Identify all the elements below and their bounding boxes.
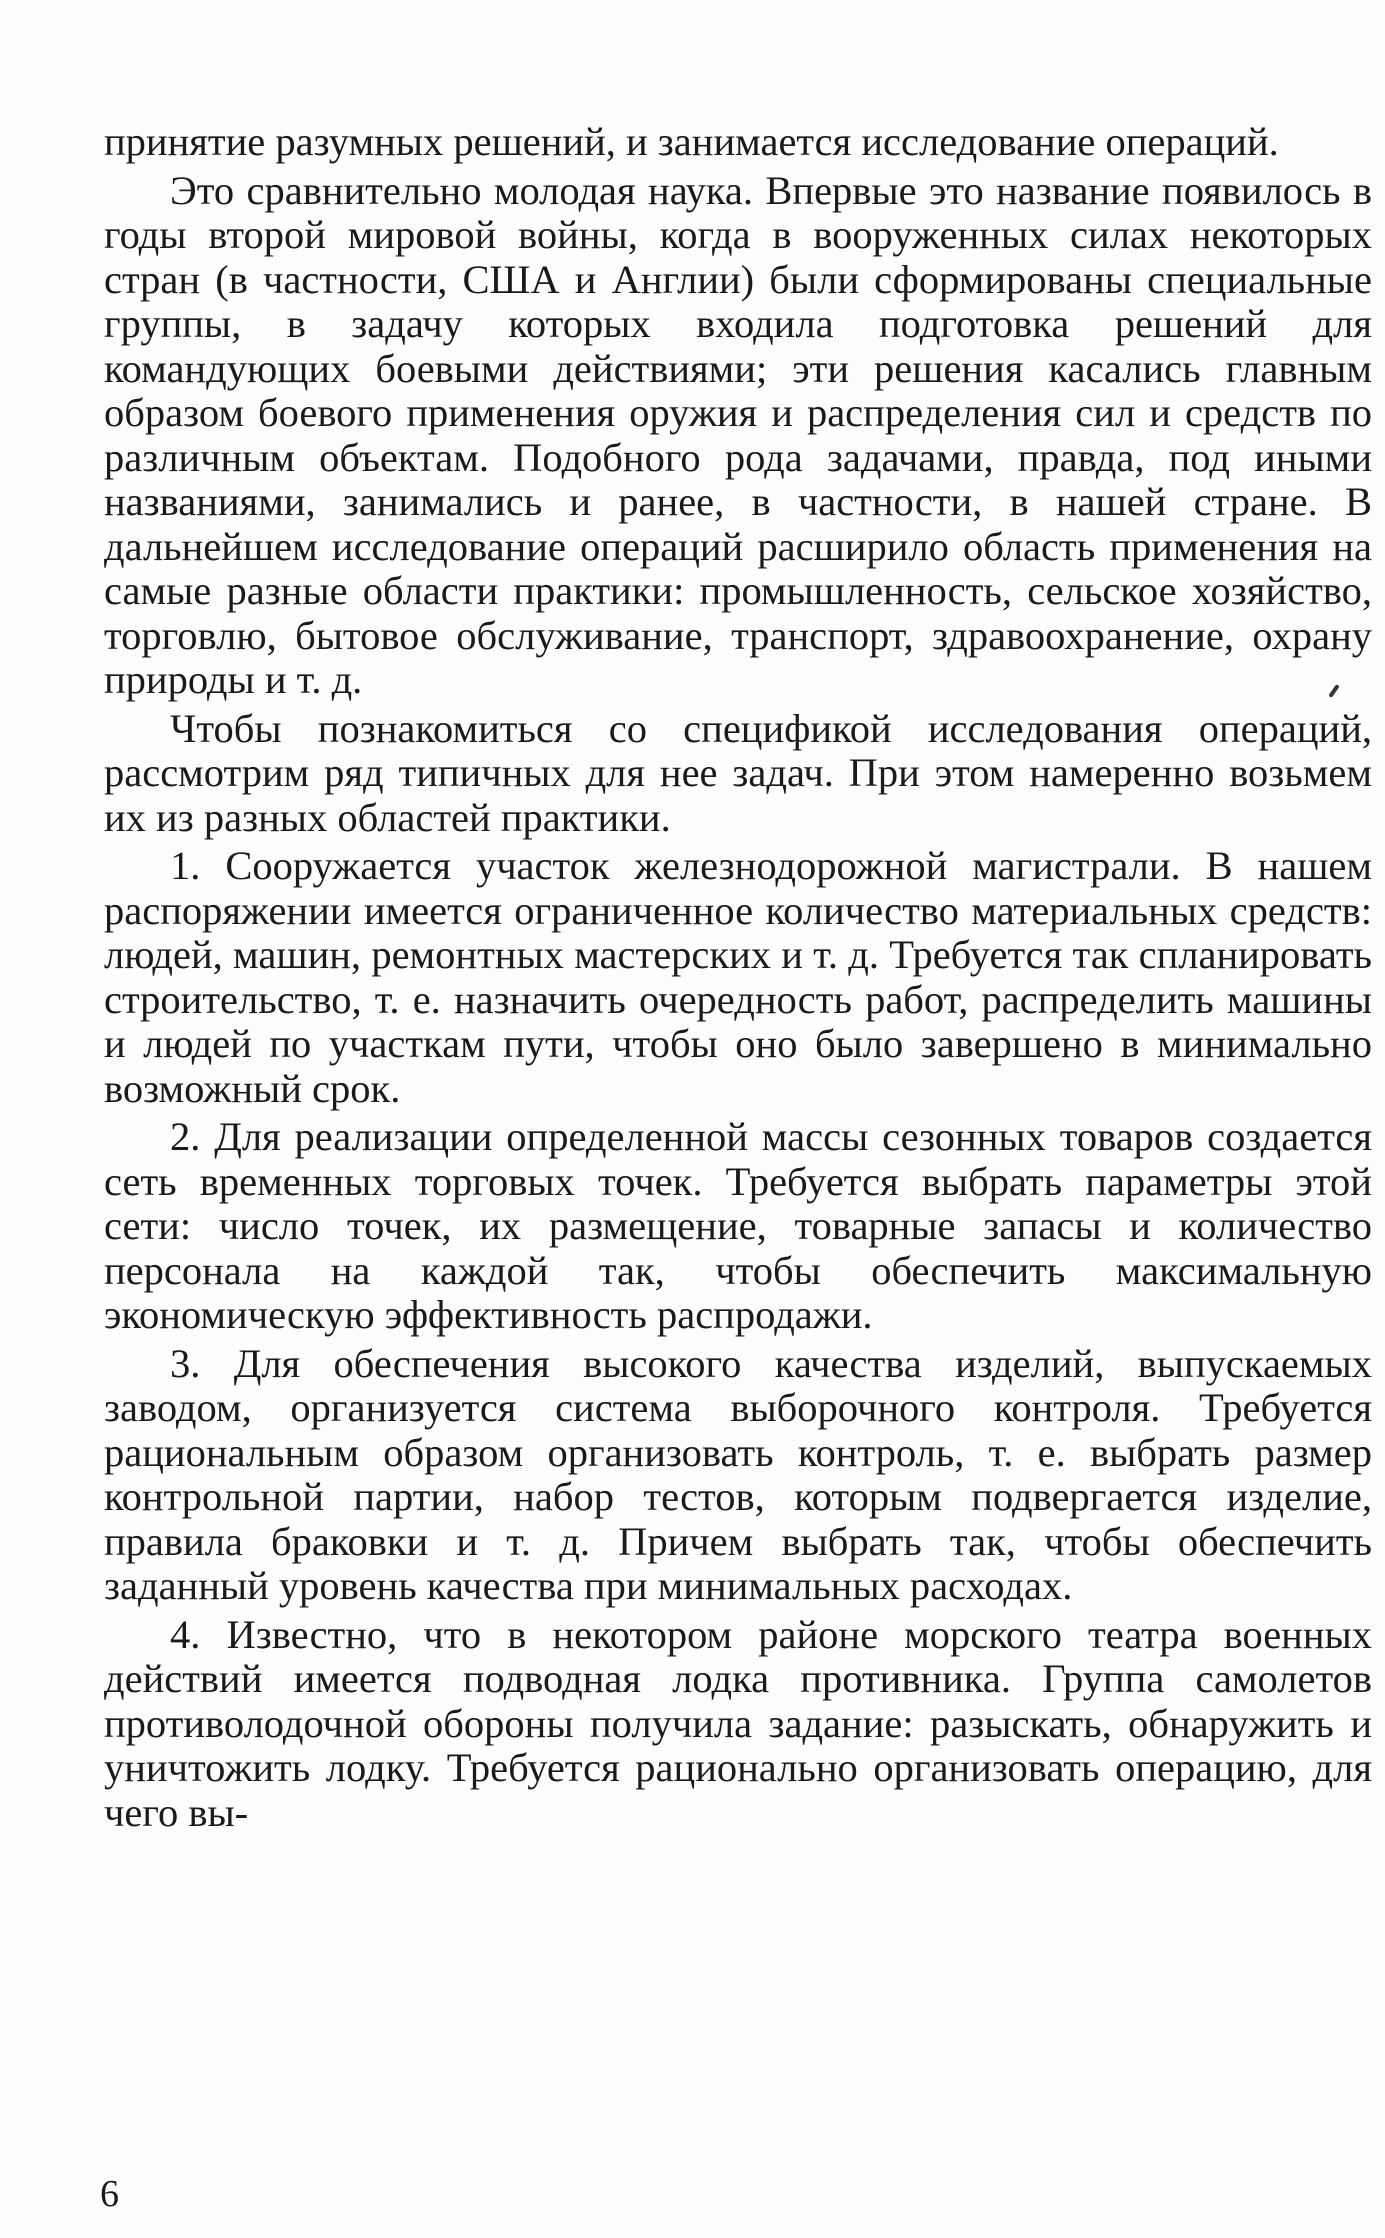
paragraph-history: Это сравнительно молодая наука. Впервые это название появилось в годы второй мировой войны, когда в вооруженных силах некоторых стран (в частности, США и Англии) были сформированы специальные группы, в задачу которых входила подготовка решений для командующих боевыми действиями; эти решения касались главным образом боевого применения оружия и распределения сил и средств по различным объектам. Подобного рода задачами, правда, под иными названиями, занимались и ранее, в частности, в нашей стране. В дальнейшем исследование операций расширило область применения на самые разные области практики: промышленность, сельское хозяйство, торговлю, бытовое обслуживание, транспорт, здравоохранение, охрану природы и т. д.	[104, 167, 1372, 702]
paragraph-continuation: принятие разумных решений, и занимается исследование операций.	[104, 119, 1279, 164]
paragraph-task-2: 2. Для реализации определенной массы сезонных товаров создается сеть временных торговых точек. Требуется выбрать параметры этой сети: число точек, их размещение, товарные запасы и количество персонала на каждой так, чтобы обеспечить максимальную экономическую эффективность распродажи.	[104, 1114, 1372, 1337]
paragraph-task-3: 3. Для обеспечения высокого качества изделий, выпускаемых заводом, организуется система выборочного контроля. Требуется рациональным образом организовать контроль, т. е. выбрать размер контрольной партии, набор тестов, которым подвергается изделие, правила браковки и т. д. Причем выбрать так, чтобы обеспечить заданный уровень качества при минимальных расходах.	[104, 1340, 1372, 1608]
paragraph-task-1: 1. Сооружается участок железнодорожной магистрали. В нашем распоряжении имеется ограниченное количество материальных средств: людей, машин, ремонтных мастерских и т. д. Требуется так спланировать строительство, т. е. назначить очередность работ, распределить машины и людей по участкам пути, чтобы оно было завершено в минимально возможный срок.	[104, 843, 1372, 1111]
paragraph-task-4: 4. Известно, что в некотором районе морского театра военных действий имеется подводная лодка противника. Группа самолетов противолодочной обороны получила задание: разыскать, обнаружить и уничтожить лодку. Требуется рационально организовать операцию, для чего вы-	[104, 1611, 1372, 1835]
page-number: 6	[100, 2173, 119, 2215]
body-text	[104, 120, 1372, 1839]
paragraph-intro-tasks: Чтобы познакомиться со спецификой исследования операций, рассмотрим ряд типичных для нее задач. При этом намеренно возьмем их из разных областей практики.	[104, 705, 1372, 840]
